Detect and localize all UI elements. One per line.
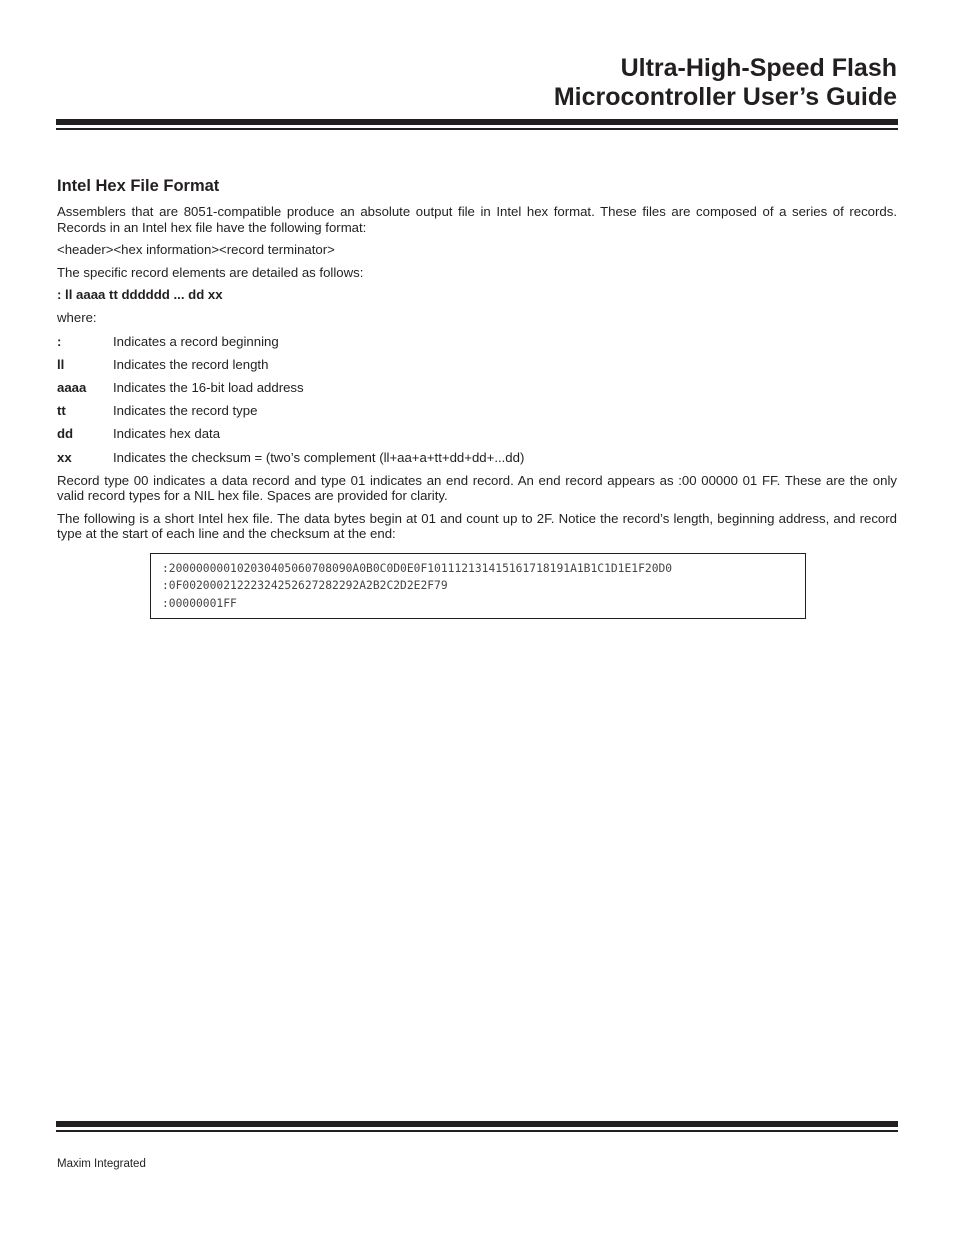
main-content (57, 176, 897, 619)
definition-row (57, 380, 897, 403)
document-title-line-2: Microcontroller User’s Guide (553, 83, 897, 111)
document-title (554, 54, 897, 112)
definition-term: : (57, 333, 62, 349)
format-structure: <header><hex information><record terminator> (57, 242, 335, 258)
footer-rule-thick (56, 1121, 898, 1127)
footer-rule-thin (56, 1130, 898, 1132)
definition-row (57, 403, 897, 426)
definition-list (57, 334, 897, 473)
code-line: :00000001FF (162, 596, 237, 610)
definition-description: Indicates hex data (113, 426, 221, 442)
code-line: :0F00200021222324252627282292A2B2C2D2E2F79 (162, 579, 448, 593)
definition-term: xx (57, 449, 72, 465)
record-format: : ll aaaa tt dddddd ... dd xx (57, 287, 223, 303)
definition-term: tt (57, 403, 66, 419)
definition-row (57, 357, 897, 380)
header-rule-thick (56, 119, 898, 125)
where-label: where: (57, 309, 97, 325)
elements-intro: The specific record elements are detailed as follows: (57, 264, 364, 280)
code-line: :200000000102030405060708090A0B0C0D0E0F101112131415161718191A1B1C1D1E1F20D0 (162, 562, 673, 576)
definition-row (57, 450, 897, 473)
definition-description: Indicates the checksum = (two’s complement (ll+aa+a+tt+dd+dd+...dd) (113, 449, 525, 465)
header-rule-thin (56, 128, 898, 130)
document-title-line-1: Ultra-High-Speed Flash (620, 54, 897, 82)
definition-description: Indicates the record type (113, 403, 258, 419)
record-types-paragraph: Record type 00 indicates a data record and type 01 indicates an end record. An end record appears as :00 00000 01 FF. These are the only valid record types for a NIL hex file. Spaces are provided for clarity. (57, 472, 897, 504)
definition-description: Indicates the record length (113, 356, 269, 372)
definition-row (57, 334, 897, 357)
definition-description: Indicates the 16-bit load address (113, 379, 304, 395)
example-intro-paragraph: The following is a short Intel hex file. The data bytes begin at 01 and count up to 2F. Notice the record’s length, beginning address, and record type at the start of each line and the checksum at the end: (57, 510, 897, 542)
definition-term: aaaa (57, 379, 87, 395)
definition-term: dd (57, 426, 74, 442)
hex-file-example (150, 553, 806, 619)
footer-company: Maxim Integrated (57, 1158, 146, 1170)
definition-term: ll (57, 356, 65, 372)
definition-row (57, 426, 897, 449)
definition-description: Indicates a record beginning (113, 333, 279, 349)
intro-paragraph: Assemblers that are 8051-compatible produce an absolute output file in Intel hex format. These files are composed of a series of records. Records in an Intel hex file have the following format: (57, 204, 897, 235)
section-heading: Intel Hex File Format (57, 177, 220, 195)
